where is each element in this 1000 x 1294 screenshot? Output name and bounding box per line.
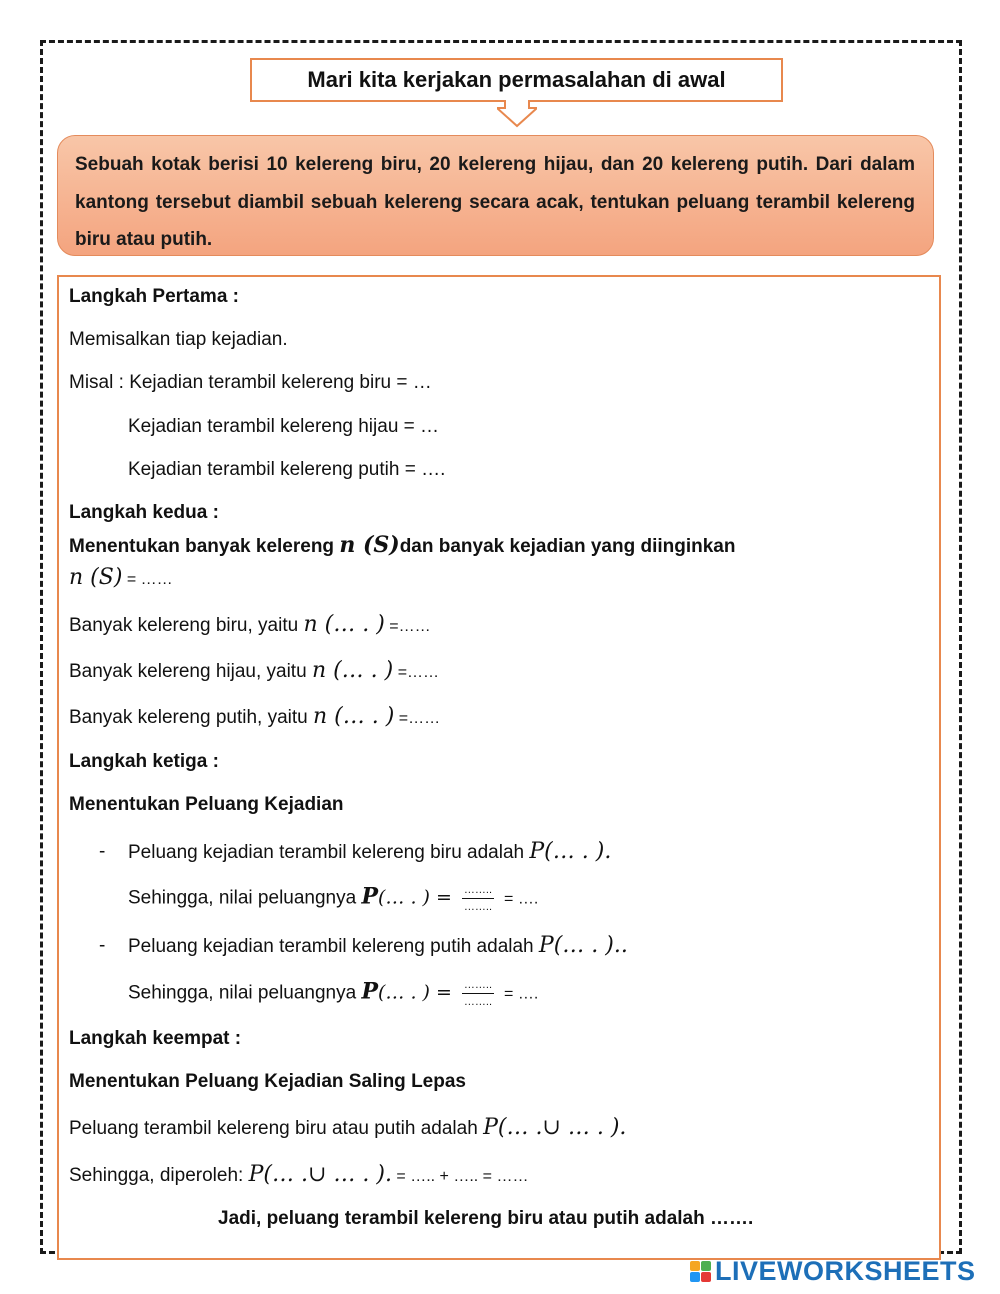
liveworksheets-logo — [690, 1256, 976, 1286]
nilai-putih-row — [128, 979, 538, 1008]
fraction-denominator: …….. — [463, 901, 493, 913]
count-putih-label: Banyak kelereng putih, yaitu — [69, 707, 313, 728]
nilai-putih-arg: (… . ) = — [378, 981, 452, 1004]
event-putih: Kejadian terambil kelereng putih = …. — [128, 459, 446, 480]
count-hijau-label: Banyak kelereng hijau, yaitu — [69, 661, 312, 682]
step2-subheading-text: Menentukan banyak kelereng — [69, 536, 340, 557]
misal-label: Misal : — [69, 372, 130, 393]
peluang-putih-math: P(… . ).. — [538, 933, 628, 958]
fraction-numerator: …….. — [462, 979, 494, 994]
ns-row — [69, 566, 173, 592]
union-text: Peluang terambil kelereng biru atau putih adalah — [69, 1118, 484, 1139]
step4-subheading: Menentukan Peluang Kejadian Saling Lepas — [69, 1071, 466, 1092]
nilai-putih-p: P — [361, 978, 379, 1005]
count-hijau-math: n (… . ) — [311, 658, 394, 683]
step3-subheading: Menentukan Peluang Kejadian — [69, 794, 344, 815]
conclusion: Jadi, peluang terambil kelereng biru atau putih adalah ……. — [218, 1208, 754, 1229]
peluang-biru-text: Peluang kejadian terambil kelereng biru adalah — [128, 842, 530, 863]
step3-heading: Langkah ketiga : — [69, 751, 219, 772]
peluang-putih-text: Peluang kejadian terambil kelereng putih adalah — [128, 936, 539, 957]
union-math: P(… .∪ … . ). — [483, 1115, 627, 1140]
ns-blank: = …… — [122, 571, 173, 588]
step2-subheading — [69, 533, 735, 559]
nilai-putih-result: = …. — [504, 985, 539, 1003]
step1-intro: Memisalkan tiap kejadian. — [69, 329, 288, 350]
fraction-denominator: …….. — [463, 996, 493, 1008]
peluang-biru-math: P(… . ). — [529, 839, 612, 864]
diperoleh-row — [69, 1163, 528, 1189]
nilai-biru-fraction — [462, 884, 494, 913]
diperoleh-math: P(… .∪ … . ). — [248, 1162, 392, 1187]
diperoleh-sum: = ….. + ….. = …… — [391, 1168, 529, 1185]
bullet-dash: - — [99, 935, 106, 956]
logo-text: LIVEWORKSHEETS — [715, 1255, 976, 1286]
step4-heading: Langkah keempat : — [69, 1028, 242, 1049]
step1-heading: Langkah Pertama : — [69, 286, 239, 307]
nilai-biru-row — [128, 884, 538, 913]
count-putih-math: n (… . ) — [313, 704, 395, 729]
count-biru-math: n (… . ) — [303, 612, 385, 637]
problem-statement — [57, 135, 934, 256]
event-hijau: Kejadian terambil kelereng hijau = … — [128, 416, 440, 437]
step1-misal-row — [69, 371, 432, 395]
count-biru-blank: =…… — [384, 618, 431, 635]
fraction-numerator: …….. — [462, 884, 494, 899]
count-hijau-blank: =…… — [393, 664, 440, 681]
problem-text: Sebuah kotak berisi 10 kelereng biru, 20 kelereng hijau, dan 20 kelereng putih. Dari dalam kantong tersebut diambil sebuah kelereng secara acak, tentukan peluang terambil kelereng biru atau putih. — [75, 154, 915, 250]
event-biru: Kejadian terambil kelereng biru = … — [129, 372, 432, 393]
callout-arrow-icon — [497, 100, 537, 128]
ns-symbol: n (S) — [339, 532, 400, 558]
union-row — [69, 1116, 626, 1141]
title-callout — [250, 58, 783, 102]
nilai-biru-arg: (… . ) = — [378, 886, 452, 909]
peluang-biru-row — [128, 840, 611, 865]
step2-heading: Langkah kedua : — [69, 502, 219, 523]
count-putih-row — [69, 705, 440, 731]
ns-math: n (S) — [69, 565, 123, 590]
count-hijau-row — [69, 659, 439, 685]
title-text: Mari kita kerjakan permasalahan di awal — [307, 67, 726, 92]
nilai-biru-p: P — [361, 883, 379, 910]
step2-subheading-rest: dan banyak kejadian yang diinginkan — [399, 536, 736, 557]
nilai-putih-fraction — [462, 979, 494, 1008]
nilai-biru-label: Sehingga, nilai peluangnya — [128, 887, 362, 909]
logo-blocks-icon — [690, 1261, 711, 1282]
nilai-biru-result: = …. — [504, 890, 539, 908]
count-biru-row — [69, 613, 431, 639]
count-biru-label: Banyak kelereng biru, yaitu — [69, 615, 304, 636]
diperoleh-text: Sehingga, diperoleh: — [69, 1165, 249, 1186]
bullet-dash: - — [99, 841, 106, 862]
peluang-putih-row — [128, 934, 628, 959]
count-putih-blank: =…… — [394, 710, 441, 727]
nilai-putih-label: Sehingga, nilai peluangnya — [128, 982, 362, 1004]
